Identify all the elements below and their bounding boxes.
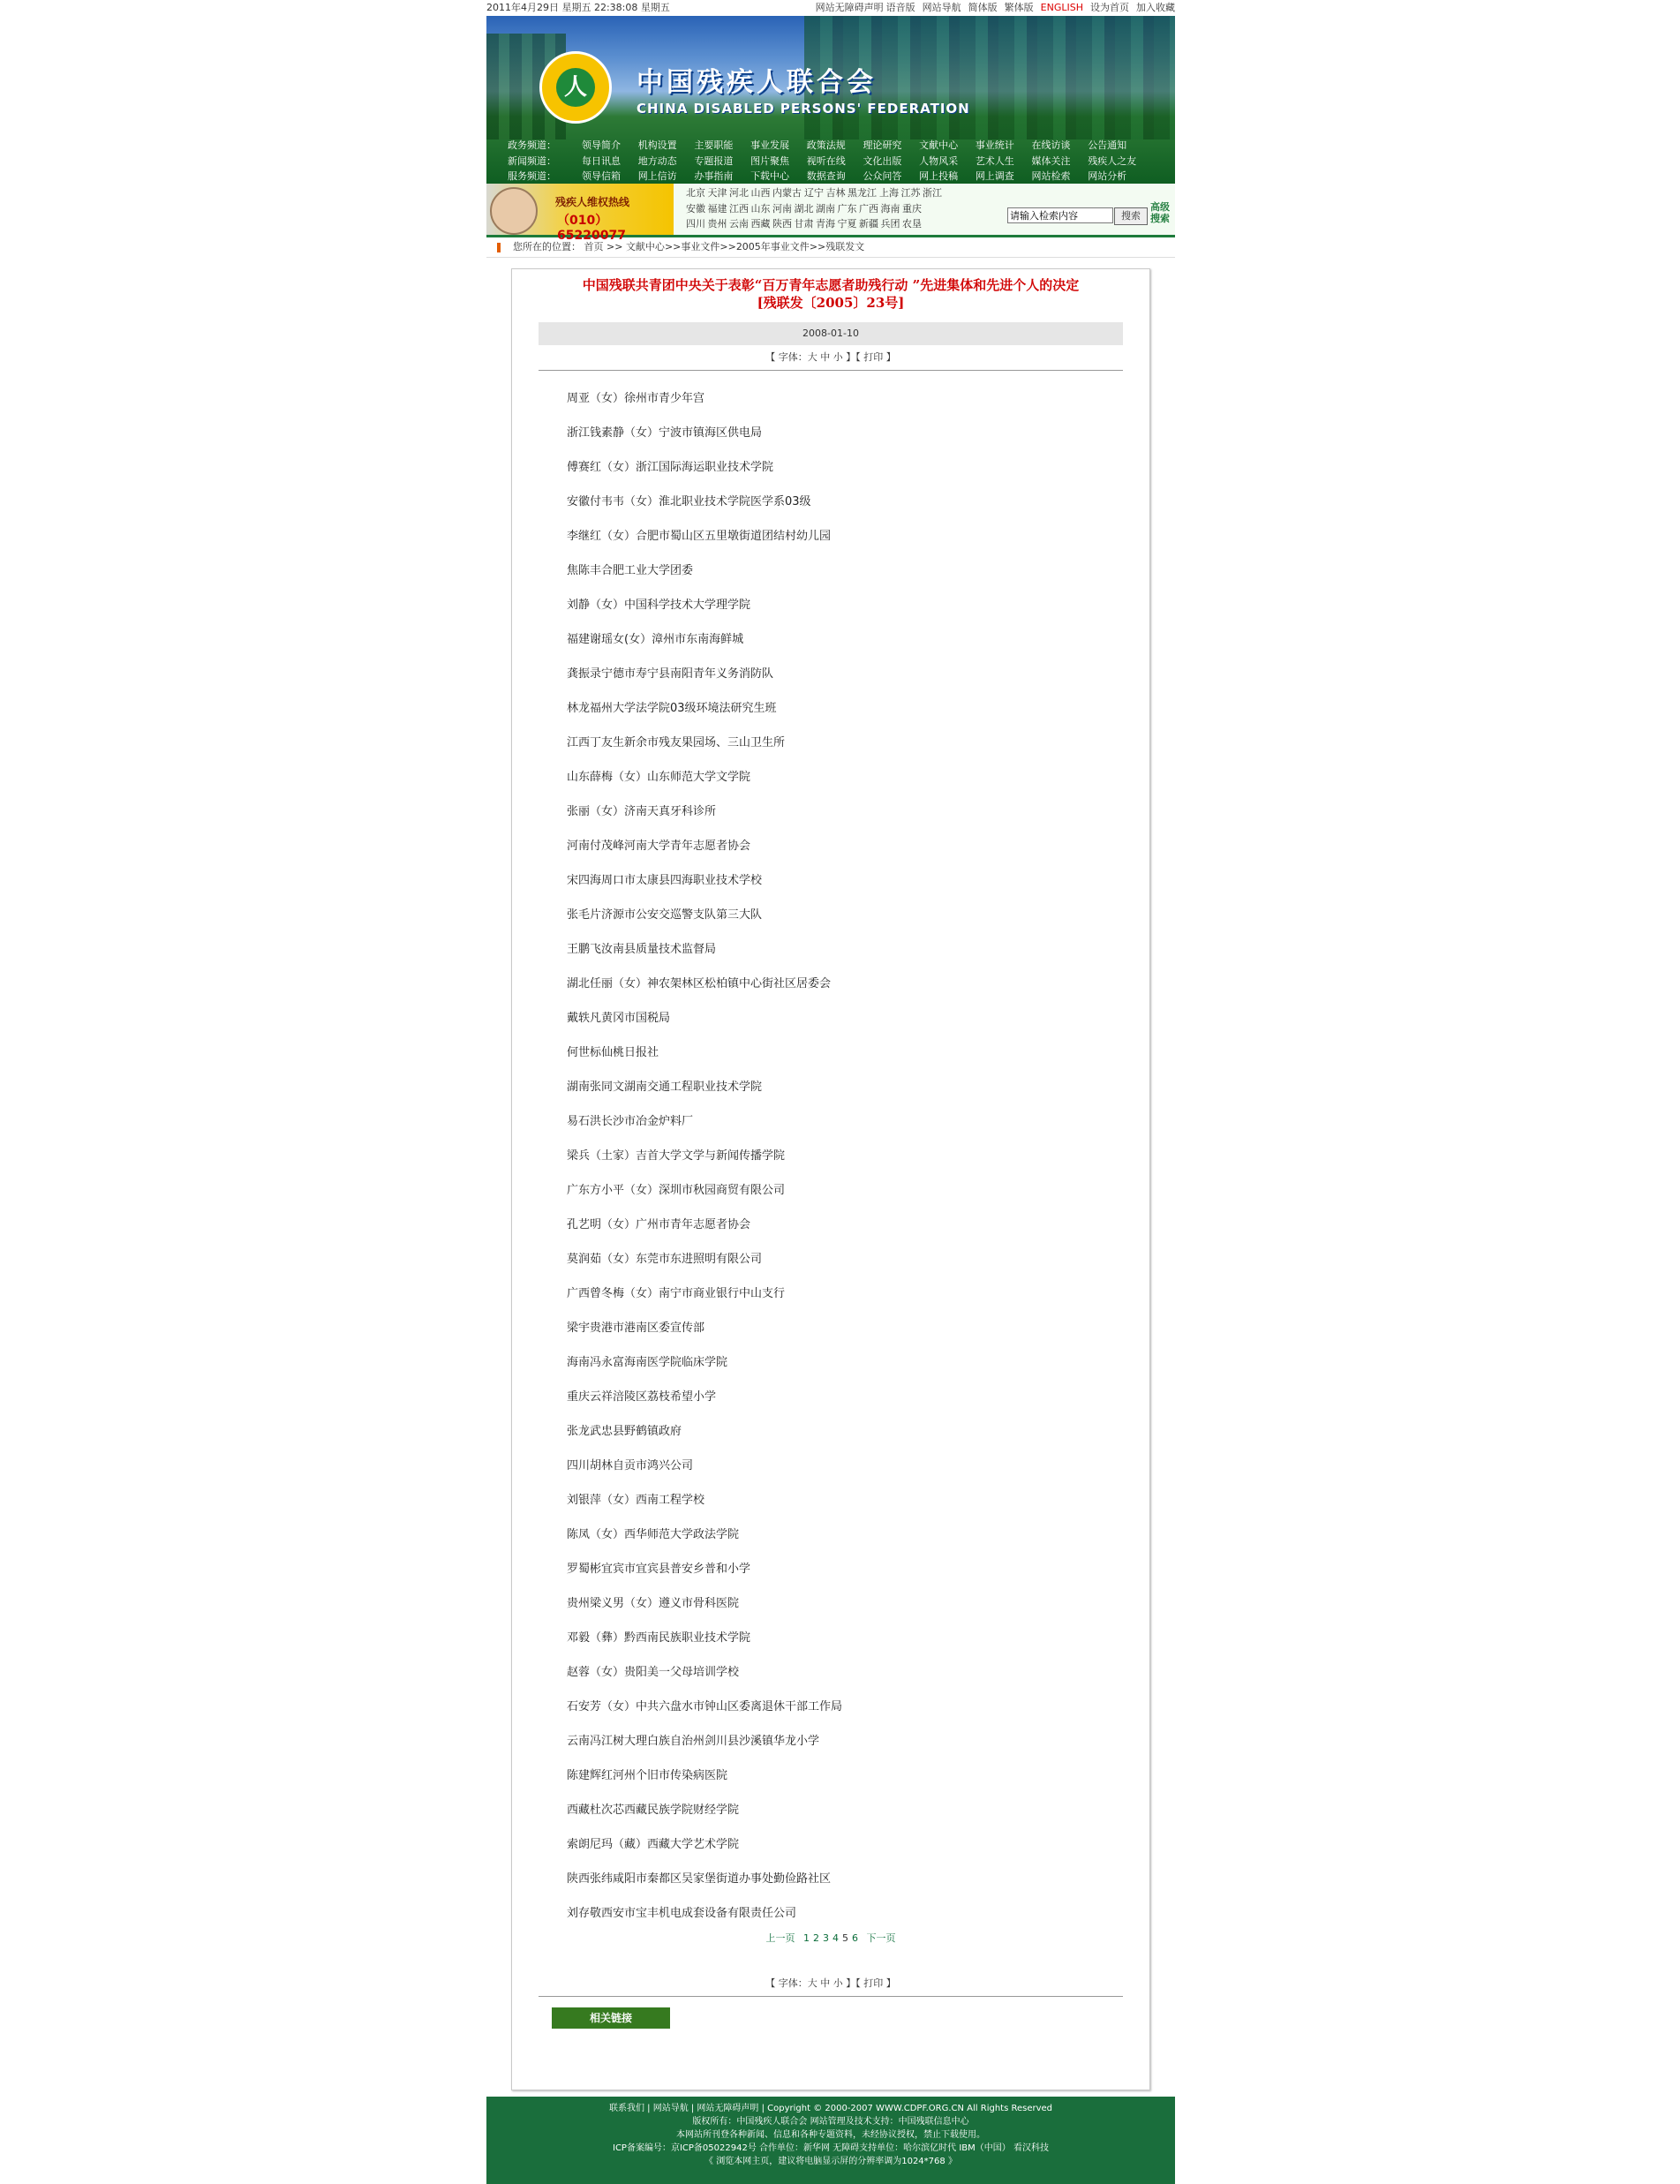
list-item: 邓毅（彝）黔西南民族职业技术学院 [567,1631,751,1645]
list-item: 孔艺明（女）广州市青年志愿者协会 [567,1218,751,1231]
list-item: 刘银萍（女）西南工程学校 [567,1494,705,1507]
province-link[interactable]: 吉林 [825,187,846,199]
channel-nav-link[interactable]: 理论研究 [863,139,902,151]
header-banner [486,16,1175,184]
operator-avatar [490,187,538,235]
font-label: 字体： [778,351,808,363]
province-link[interactable]: 陕西 [772,218,792,230]
bracket: 】【 [846,1977,861,1989]
channel-nav-link[interactable]: 残疾人之友 [1088,154,1137,167]
channel-nav-link[interactable]: 人物风采 [919,154,959,167]
channel-nav-row [508,138,1170,154]
list-item: 福建谢瑶女(女）漳州市东南海鲜城 [567,633,744,646]
list-item: 陈凤（女）西华师范大学政法学院 [567,1528,740,1541]
list-item: 莫润茹（女）东莞市东进照明有限公司 [567,1253,763,1266]
list-item: 贵州梁义男（女）遵义市骨科医院 [567,1597,740,1610]
breadcrumb-trail [513,237,864,257]
font-medium-link[interactable]: 中 [820,1977,831,1989]
breadcrumb-cdpf-documents[interactable]: 残联发文 [825,241,865,252]
channel-nav-row [508,169,1170,184]
province-link[interactable]: 青海 [816,218,835,230]
current-date: 2011年4月29日 星期五 22:38:08 星期五 [486,2,670,13]
channel-nav-link[interactable]: 文化出版 [863,154,902,167]
list-item: 山东薛梅（女）山东师范大学文学院 [567,771,751,784]
font-medium-link[interactable]: 中 [820,351,831,363]
article-panel [511,268,1150,2090]
bracket: 】 [885,1977,896,1989]
channel-label: 政务频道： [508,139,556,151]
province-link[interactable]: 新疆 [859,218,878,230]
breadcrumb-home[interactable]: 首页 [584,241,604,252]
channel-nav-link[interactable]: 每日讯息 [582,154,621,167]
page-number-link[interactable]: 2 [813,1932,819,1944]
list-item: 罗蜀彬宜宾市宜宾县普安乡普和小学 [567,1563,751,1576]
province-link[interactable]: 河南 [772,202,792,215]
channel-nav-link[interactable]: 政策法规 [806,139,846,151]
bracket: 】【 [846,351,861,363]
province-link[interactable]: 辽宁 [804,187,824,199]
list-item: 重庆云祥涪陵区荔枝希望小学 [567,1390,717,1404]
channel-label: 服务频道： [508,170,556,182]
channel-nav-link[interactable]: 图片聚焦 [750,154,790,167]
province-link[interactable]: 重庆 [902,202,922,215]
province-link[interactable]: 贵州 [707,218,727,230]
site-title-english: CHINA DISABLED PERSONS' FEDERATION [637,101,970,117]
search-button[interactable]: 搜索 [1114,207,1148,225]
breadcrumb-separator: >> [809,241,826,252]
font-small-link[interactable]: 小 [832,351,843,363]
channel-nav-link[interactable]: 媒体关注 [1031,154,1071,167]
font-small-link[interactable]: 小 [832,1977,843,1989]
province-link[interactable]: 北京 [686,187,705,199]
province-row [686,216,1004,232]
traditional-link[interactable]: 繁体版 [1004,2,1034,13]
province-link[interactable]: 兵团 [880,218,900,230]
province-link[interactable]: 宁夏 [837,218,857,230]
channel-nav [508,138,1170,184]
page-number-link[interactable]: 3 [823,1932,829,1944]
advanced-search-link[interactable]: 高级搜索 [1150,201,1170,224]
channel-nav-link[interactable]: 艺术人生 [975,154,1014,167]
province-link[interactable]: 湖南 [816,202,835,215]
article-date: 2008-01-10 [539,322,1123,345]
list-item: 傅赛红（女）浙江国际海运职业技术学院 [567,461,774,474]
list-item: 林龙福州大学法学院03级环境法研究生班 [567,702,777,715]
province-link[interactable]: 西藏 [750,218,771,230]
channel-nav-link[interactable]: 网上信访 [637,170,677,182]
province-link[interactable]: 广西 [859,202,878,215]
breadcrumb-cause-documents[interactable]: 事业文件 [681,241,720,252]
province-link[interactable]: 江西 [729,202,749,215]
province-link[interactable]: 海南 [880,202,900,215]
list-item: 张丽（女）济南天真牙科诊所 [567,805,717,818]
list-item: 河南付茂峰河南大学青年志愿者协会 [567,840,751,853]
list-item: 周亚（女）徐州市青少年宫 [567,392,705,405]
page-numbers [802,1932,860,1944]
province-link[interactable]: 黑龙江 [848,187,877,199]
province-link[interactable]: 四川 [686,218,705,230]
bracket: 【 [765,351,776,363]
channel-nav-link[interactable]: 机构设置 [637,139,677,151]
hotline-label: 残疾人维权热线 [555,196,630,208]
rights-hotline-banner[interactable] [486,184,674,243]
list-item: 宋四海周口市太康县四海职业技术学校 [567,874,763,887]
province-link[interactable]: 广东 [837,202,857,215]
channel-nav-link[interactable]: 领导信箱 [582,170,621,182]
print-link[interactable]: 打印 [863,1977,884,1989]
list-item: 戴轶凡黄冈市国税局 [567,1012,671,1025]
english-link[interactable]: ENGLISH [1040,2,1083,13]
font-label: 字体： [778,1977,808,1989]
bracket: 【 [765,1977,776,1989]
province-link[interactable]: 湖北 [794,202,814,215]
list-item: 梁兵（土家）吉首大学文学与新闻传播学院 [567,1149,786,1163]
province-row [686,201,1004,217]
province-link[interactable]: 山西 [750,187,771,199]
cdpf-logo[interactable] [539,51,612,124]
channel-nav-row [508,154,1170,169]
channel-nav-link[interactable]: 下载中心 [750,170,790,182]
province-link[interactable]: 浙江 [923,187,942,199]
pagination [512,1931,1149,1945]
channel-nav-link[interactable]: 文献中心 [919,139,959,151]
province-link[interactable]: 天津 [707,187,727,199]
channel-nav-link[interactable]: 办事指南 [694,170,734,182]
province-row [686,185,1004,201]
list-item: 龚振录宁德市寿宁县南阳青年义务消防队 [567,667,774,681]
channel-nav-link[interactable]: 公告通知 [1088,139,1127,151]
breadcrumb-separator: >> [719,241,736,252]
province-link[interactable]: 农垦 [902,218,922,230]
page-number-link[interactable]: 6 [852,1932,858,1944]
list-item: 云南冯江树大理白族自治州剑川县沙溪镇华龙小学 [567,1735,820,1748]
list-item: 李继红（女）合肥市蜀山区五里墩街道团结村幼儿园 [567,530,832,543]
font-size-controls [539,345,1123,371]
list-item: 广东方小平（女）深圳市秋园商贸有限公司 [567,1184,786,1197]
breadcrumb-prefix: 您所在的位置： [513,241,581,252]
province-link[interactable]: 云南 [729,218,749,230]
list-item: 王鹏飞汝南县质量技术监督局 [567,943,717,956]
list-item: 赵蓉（女）贵阳美一父母培训学校 [567,1666,740,1679]
next-page-link[interactable]: 下一页 [866,1932,896,1944]
accessibility-link[interactable]: 网站无障碍声明 [815,2,884,13]
page-number-link: 5 [842,1932,848,1944]
breadcrumb-2005-documents[interactable]: 2005年事业文件 [735,241,810,252]
font-large-link[interactable]: 大 [807,351,817,363]
simplified-link[interactable]: 简体版 [968,2,998,13]
channel-nav-link[interactable]: 网上调查 [975,170,1014,182]
list-item: 浙江钱素静（女）宁波市镇海区供电局 [567,426,763,440]
list-item: 易石洪长沙市冶金炉料厂 [567,1115,694,1128]
list-item: 安徽付韦韦（女）淮北职业技术学院医学系03级 [567,495,811,508]
list-item: 海南冯永富海南医学院临床学院 [567,1356,728,1369]
channel-nav-link[interactable]: 视听在线 [806,154,846,167]
breadcrumb-separator: >> [606,241,623,252]
list-item: 梁宇贵港市港南区委宣传部 [567,1322,705,1335]
channel-nav-link[interactable]: 主要职能 [694,139,734,151]
service-strip [486,184,1175,243]
province-link[interactable]: 山东 [750,202,771,215]
top-links [809,0,1175,16]
province-link[interactable]: 上海 [879,187,899,199]
page-number-link[interactable]: 4 [832,1932,839,1944]
font-size-controls-bottom [539,1971,1123,1997]
list-item: 四川胡林自贡市鸿兴公司 [567,1459,694,1472]
list-item: 江西丁友生新余市残友果园场、三山卫生所 [567,736,786,749]
list-item: 刘静（女）中国科学技术大学理学院 [567,599,751,612]
channel-nav-link[interactable]: 在线访谈 [1031,139,1071,151]
site-title: 中国残疾人联合会 [637,67,877,98]
channel-nav-link[interactable]: 公众问答 [863,170,902,182]
channel-nav-link[interactable]: 网站检索 [1031,170,1071,182]
search-box [1006,184,1173,235]
province-link[interactable]: 安徽 [686,202,705,215]
set-homepage-link[interactable]: 设为首页 [1090,2,1129,13]
bracket: 】 [885,351,896,363]
list-item: 湖南张同文湖南交通工程职业技术学院 [567,1081,763,1094]
list-item: 陕西张纬咸阳市秦都区吴家堡街道办事处勤俭路社区 [567,1872,832,1886]
list-item: 广西曾冬梅（女）南宁市商业银行中山支行 [567,1287,786,1300]
list-item: 张龙武忠县野鹤镇政府 [567,1425,682,1438]
channel-nav-link[interactable]: 网站分析 [1088,170,1127,182]
add-favorite-link[interactable]: 加入收藏 [1136,2,1175,13]
list-item: 陈建辉红河州个旧市传染病医院 [567,1769,728,1782]
breadcrumb-marker [497,243,501,252]
site-footer [486,2097,1175,2184]
footer-notice: 本网站所刊登各种新闻、信息和各种专题资料，未经协议授权，禁止下载使用。 [676,2130,985,2140]
breadcrumb-separator: >> [664,241,682,252]
footer-resolution-tip: 《 浏览本网主页，建议将电脑显示屏的分辨率调为1024*768 》 [704,2157,957,2166]
province-link[interactable]: 福建 [707,202,727,215]
print-link[interactable]: 打印 [863,351,884,363]
page-number-link[interactable]: 1 [803,1932,810,1944]
list-item: 索朗尼玛（藏）西藏大学艺术学院 [567,1838,740,1851]
channel-nav-link[interactable]: 专题报道 [694,154,734,167]
channel-nav-link[interactable]: 网上投稿 [919,170,959,182]
breadcrumb-literature-center[interactable]: 文献中心 [625,241,665,252]
list-item: 焦陈丰合肥工业大学团委 [567,564,694,577]
channel-nav-link[interactable]: 事业统计 [975,139,1014,151]
channel-label: 新闻频道： [508,154,556,167]
prev-page-link[interactable]: 上一页 [765,1932,795,1944]
hotline-number: （010）65220077 [557,214,626,243]
article-title-line: 中国残联共青团中央关于表彰“百万青年志愿者助残行动 ”先进集体和先进个人的决定 [582,277,1080,293]
logo-glyph: 人 [556,68,595,107]
footer-copyright: 版权所有：中国残疾人联合会 网站管理及技术支持：中国残联信息中心 [692,2117,969,2127]
site-nav-link[interactable]: 网站导航 [922,2,961,13]
list-item: 湖北任丽（女）神农架林区松柏镇中心街社区居委会 [567,977,832,990]
top-bar [486,0,1175,16]
province-link[interactable]: 甘肃 [794,218,814,230]
footer-icp: ICP备案编号：京ICP备05022942号 合作单位：新华网 无障碍支持单位：哈尔滨亿时代 IBM（中国） 看汉科技 [613,2143,1049,2153]
footer-links[interactable]: 联系我们 | 网站导航 | 网站无障碍声明 | Copyright © 2000-2007 WWW.CDPF.ORG.CN All Rights Reserved [608,2104,1053,2113]
list-item: 西藏杜次芯西藏民族学院财经学院 [567,1804,740,1817]
channel-nav-link[interactable]: 领导简介 [582,139,621,151]
province-link[interactable]: 河北 [729,187,749,199]
page-wrapper [486,0,1175,2166]
province-links [686,185,1004,232]
honoree-list [567,388,1149,1938]
voice-version-link[interactable]: 语音版 [885,2,915,13]
article-title [512,276,1149,312]
article-doc-number: [残联发〔2005〕23号] [757,295,905,311]
list-item: 刘存敬西安市宝丰机电成套设备有限责任公司 [567,1907,797,1920]
breadcrumb [486,237,1175,258]
channel-nav-link[interactable]: 地方动态 [637,154,677,167]
province-link[interactable]: 江苏 [900,187,921,199]
channel-nav-link[interactable]: 数据查询 [806,170,846,182]
list-item: 张毛片济源市公安交巡警支队第三大队 [567,908,763,922]
province-link[interactable]: 内蒙古 [772,187,802,199]
list-item: 石安芳（女）中共六盘水市钟山区委离退休干部工作局 [567,1700,843,1713]
list-item: 何世标仙桃日报社 [567,1046,659,1059]
channel-nav-link[interactable]: 事业发展 [750,139,790,151]
search-input[interactable] [1007,207,1113,223]
related-links-header: 相关链接 [552,2007,670,2029]
font-large-link[interactable]: 大 [807,1977,817,1989]
